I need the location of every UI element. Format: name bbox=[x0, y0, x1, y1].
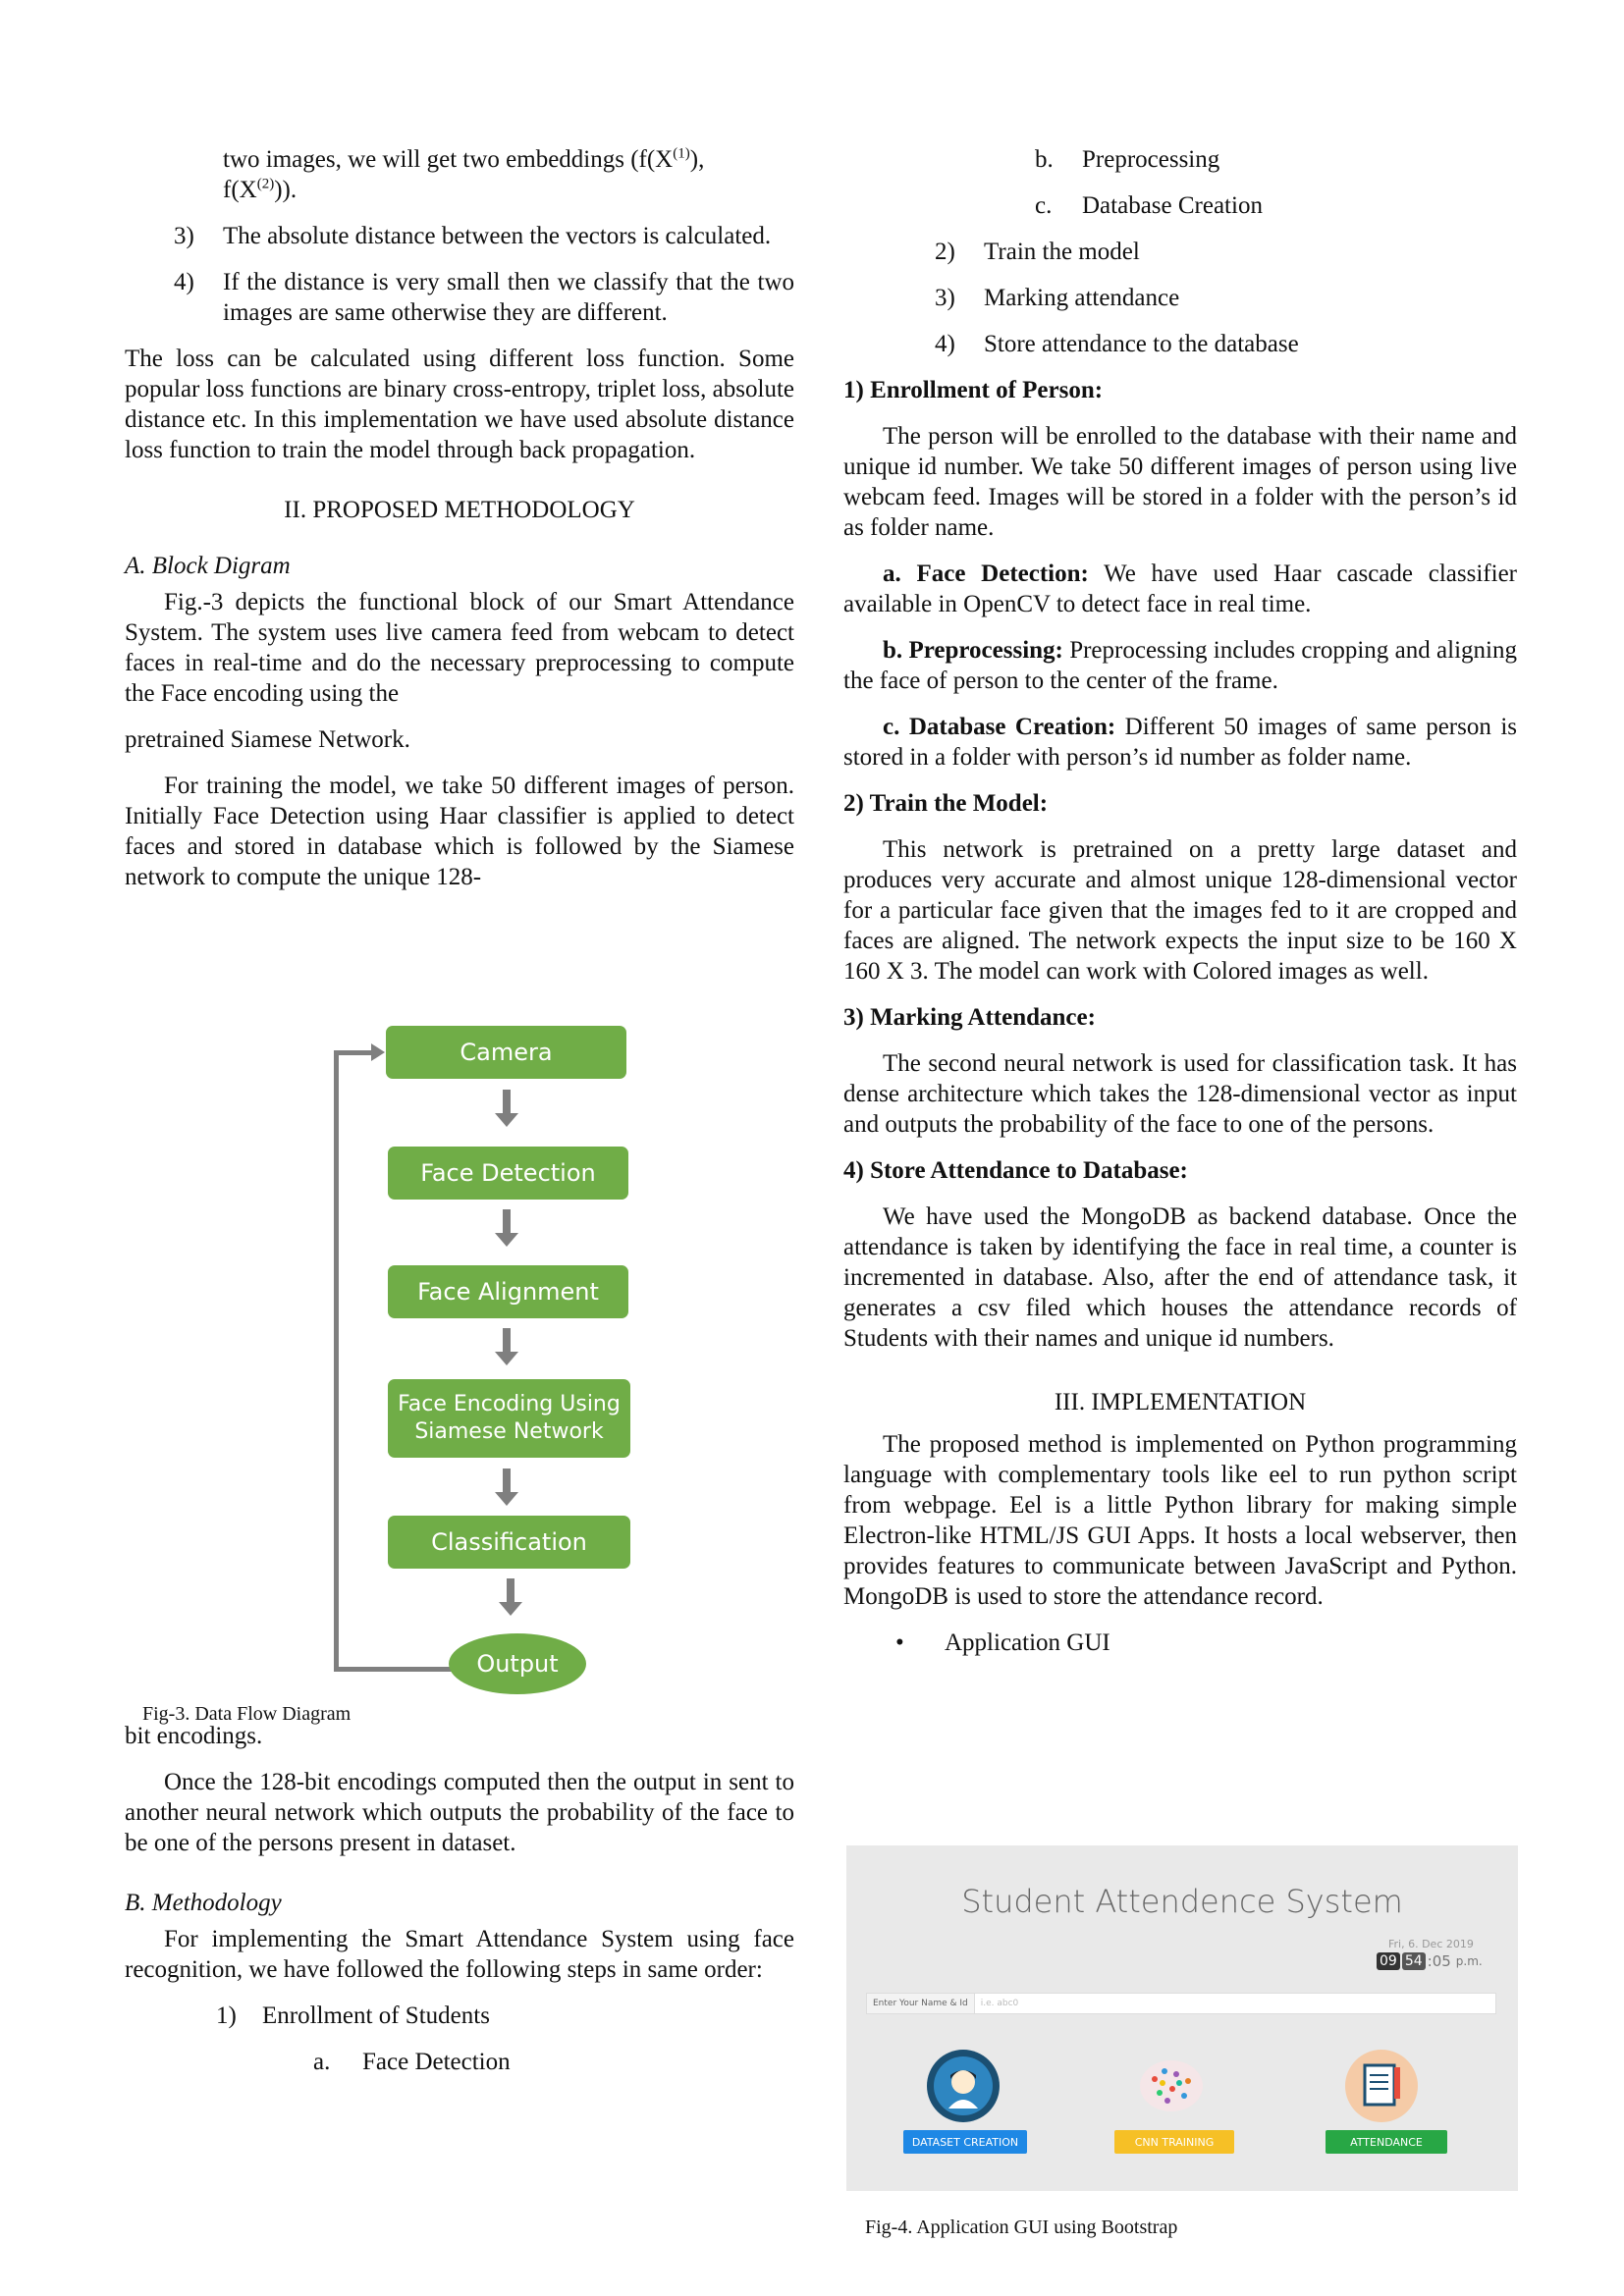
flow-box-face-detection: Face Detection bbox=[388, 1147, 628, 1200]
paragraph: bit encodings. bbox=[125, 1723, 263, 1749]
input-placeholder: i.e. abc0 bbox=[980, 1999, 1019, 2008]
student-avatar-icon bbox=[927, 2050, 1000, 2122]
paragraph: pretrained Siamese Network. bbox=[125, 726, 410, 753]
flow-box-label: Face Encoding Using bbox=[398, 1392, 621, 1416]
neural-network-icon bbox=[1135, 2050, 1208, 2122]
flow-arrow-head bbox=[495, 1113, 518, 1127]
list-text: If the distance is very small then we classify that the two images are same otherwise they are different. bbox=[223, 269, 794, 326]
application-gui-screenshot bbox=[846, 1845, 1518, 2191]
flow-box-face-encoding bbox=[388, 1379, 630, 1458]
list-text: Marking attendance bbox=[984, 285, 1180, 311]
heading: 3) Marking Attendance: bbox=[843, 1004, 1096, 1031]
attendance-notepad-icon bbox=[1345, 2050, 1418, 2122]
name-id-input[interactable] bbox=[866, 1993, 1496, 2014]
gui-title: Student Attendence System bbox=[961, 1883, 1403, 1920]
paragraph: This network is pretrained on a pretty large dataset and produces very accurate and almost unique 128-dimensional vector for a particular face given that the images fed to it are cropped and faces are aligned. The network expects the input size to be 160 X 160 X 3. The model can work with Colored images as well. bbox=[843, 836, 1517, 985]
student-avatar-icon-graphic bbox=[927, 2050, 1000, 2122]
flow-arrow-head bbox=[495, 1492, 518, 1506]
flow-arrow-head bbox=[495, 1352, 518, 1365]
loop-line-bottom bbox=[334, 1667, 461, 1672]
paragraph: The proposed method is implemented on Python programming language with complementary tools like eel to run python script from webpage. Eel is a little Python library for making simple Electron-like HTML/JS GUI Apps. It hosts a local webserver, then provides features to communicate between JavaScript and Python. MongoDB is used to store the attendance record. bbox=[843, 1431, 1517, 1610]
list-number: 3) bbox=[935, 285, 955, 311]
text: ), bbox=[689, 146, 705, 173]
list-item bbox=[843, 283, 1517, 313]
list-number: a. bbox=[313, 2049, 331, 2075]
left-column bbox=[125, 144, 794, 908]
list-number: 4) bbox=[935, 331, 955, 357]
paragraph: For implementing the Smart Attendance System using face recognition, we have followed the following steps in same order: bbox=[125, 1926, 794, 1983]
paragraph bbox=[843, 559, 1517, 619]
paragraph: The second neural network is used for classification task. It has dense architecture which takes the 128-dimensional vector as input and outputs the probability of the face to one of the persons. bbox=[843, 1050, 1517, 1138]
clock-minutes: 54 bbox=[1402, 1952, 1426, 1970]
paragraph: We have used the MongoDB as backend database. Once the attendance is taken by identifying the face in real time, a counter is incremented in database. Also, after the end of attendance task, it generates a csv filed which houses the attendance records of Students with their names and unique id numbers. bbox=[843, 1203, 1517, 1352]
paragraph: For training the model, we take 50 different images of person. Initially Face Detection using Haar classifier is applied to detect faces and stored in database which is followed by the Siamese network to compute the unique 128- bbox=[125, 773, 794, 890]
loop-line-top bbox=[334, 1050, 373, 1055]
heading: 2) Train the Model: bbox=[843, 790, 1049, 817]
list-text: The absolute distance between the vectors is calculated. bbox=[223, 223, 772, 249]
list-number: 2) bbox=[935, 239, 955, 265]
list-text: Train the model bbox=[984, 239, 1140, 265]
section-heading: III. IMPLEMENTATION bbox=[1054, 1389, 1307, 1415]
list-item bbox=[125, 267, 794, 328]
inline-label: a. Face Detection: bbox=[883, 561, 1089, 587]
flow-arrow-head bbox=[499, 1602, 522, 1616]
list-item bbox=[125, 2047, 794, 2077]
figure-3-caption: Fig-3. Data Flow Diagram bbox=[142, 1703, 352, 1725]
text: Preprocessing includes cropping and aligning the face of person to the center of the frame. bbox=[843, 637, 1517, 694]
superscript: (2) bbox=[256, 176, 275, 192]
attendance-notepad-icon-graphic bbox=[1345, 2050, 1418, 2122]
neural-network-icon-graphic bbox=[1135, 2050, 1208, 2122]
heading: 4) Store Attendance to Database: bbox=[843, 1157, 1188, 1184]
paragraph bbox=[843, 635, 1517, 696]
superscript: (1) bbox=[673, 145, 690, 162]
paragraph: Once the 128-bit encodings computed then the output in sent to another neural network which outputs the probability of the face to be one of the persons present in dataset. bbox=[125, 1769, 794, 1856]
list-item-continuation bbox=[125, 144, 794, 205]
text: Different 50 images of same person is stored in a folder with person’s id number as folder name. bbox=[843, 714, 1518, 771]
flow-box-output: Output bbox=[449, 1633, 586, 1694]
list-item bbox=[843, 237, 1517, 267]
input-label: Enter Your Name & Id bbox=[867, 1994, 975, 2013]
list-text: Face Detection bbox=[362, 2049, 511, 2075]
left-column-lower bbox=[125, 1721, 794, 2093]
loop-line-vertical bbox=[334, 1050, 339, 1672]
text: f(X bbox=[223, 177, 257, 203]
list-text: Enrollment of Students bbox=[262, 2002, 490, 2029]
paragraph: Fig.-3 depicts the functional block of our Smart Attendance System. The system uses live camera feed from webcam to detect faces in real-time and do the necessary preprocessing to compute the Face encoding using the bbox=[125, 589, 794, 707]
list-item bbox=[843, 190, 1517, 221]
section-heading: II. PROPOSED METHODOLOGY bbox=[284, 497, 635, 523]
list-number: c. bbox=[1035, 192, 1053, 219]
cnn-training-button[interactable]: CNN TRAINING bbox=[1114, 2130, 1234, 2154]
clock-seconds: :05 bbox=[1427, 1952, 1451, 1970]
gui-clock bbox=[1377, 1952, 1483, 1970]
flow-box-face-alignment: Face Alignment bbox=[388, 1265, 628, 1318]
flow-box-camera: Camera bbox=[386, 1026, 626, 1079]
list-text: Database Creation bbox=[1082, 192, 1263, 219]
list-number: 4) bbox=[174, 269, 194, 295]
gui-date: Fri, 6. Dec 2019 bbox=[1388, 1938, 1474, 1950]
list-number: b. bbox=[1035, 146, 1054, 173]
flow-arrow bbox=[507, 1578, 514, 1604]
list-item bbox=[125, 221, 794, 251]
clock-hours: 09 bbox=[1377, 1952, 1400, 1970]
list-number: 3) bbox=[174, 223, 194, 249]
subsection-heading: A. Block Digram bbox=[125, 553, 291, 579]
paragraph bbox=[843, 712, 1517, 773]
text: )). bbox=[274, 177, 298, 203]
flow-arrow bbox=[503, 1209, 511, 1235]
flow-arrow bbox=[503, 1328, 511, 1354]
list-item bbox=[843, 144, 1517, 175]
paragraph: The person will be enrolled to the database with their name and unique id number. We take 50 different images of person using live webcam feed. Images will be stored in a folder with the person’s id as folder name. bbox=[843, 423, 1517, 541]
right-column bbox=[843, 144, 1517, 1674]
list-text: Preprocessing bbox=[1082, 146, 1220, 173]
inline-label: b. Preprocessing: bbox=[883, 637, 1063, 664]
inline-label: c. Database Creation: bbox=[883, 714, 1116, 740]
list-number: 1) bbox=[216, 2002, 237, 2029]
list-item bbox=[125, 2001, 794, 2031]
list-text: Store attendance to the database bbox=[984, 331, 1299, 357]
flow-arrow bbox=[503, 1468, 511, 1494]
loss-paragraph: The loss can be calculated using different loss function. Some popular loss functions are binary cross-entropy, triplet loss, absolute distance etc. In this implementation we have used absolute distance loss function to train the model through back propagation. bbox=[125, 346, 794, 463]
figure-4-caption: Fig-4. Application GUI using Bootstrap bbox=[865, 2216, 1178, 2238]
clock-ampm: p.m. bbox=[1455, 1954, 1483, 1968]
flow-arrow-head bbox=[495, 1233, 518, 1247]
text: two images, we will get two embeddings (f(X bbox=[223, 146, 674, 173]
list-item bbox=[843, 329, 1517, 359]
list-text: Application GUI bbox=[945, 1629, 1110, 1656]
bullet-item bbox=[843, 1628, 1517, 1658]
subsection-heading: B. Methodology bbox=[125, 1890, 282, 1916]
loop-arrow-head bbox=[371, 1043, 385, 1061]
heading: 1) Enrollment of Person: bbox=[843, 377, 1104, 403]
bullet-icon: • bbox=[895, 1629, 904, 1656]
flow-arrow bbox=[503, 1090, 511, 1115]
data-flow-diagram bbox=[324, 1011, 621, 1698]
text: We have used Haar cascade classifier available in OpenCV to detect face in real time. bbox=[843, 561, 1517, 617]
flow-box-classification: Classification bbox=[388, 1516, 630, 1569]
attendance-button[interactable]: ATTENDANCE bbox=[1326, 2130, 1447, 2154]
flow-box-label: Siamese Network bbox=[414, 1419, 604, 1444]
dataset-creation-button[interactable]: DATASET CREATION bbox=[903, 2130, 1027, 2154]
